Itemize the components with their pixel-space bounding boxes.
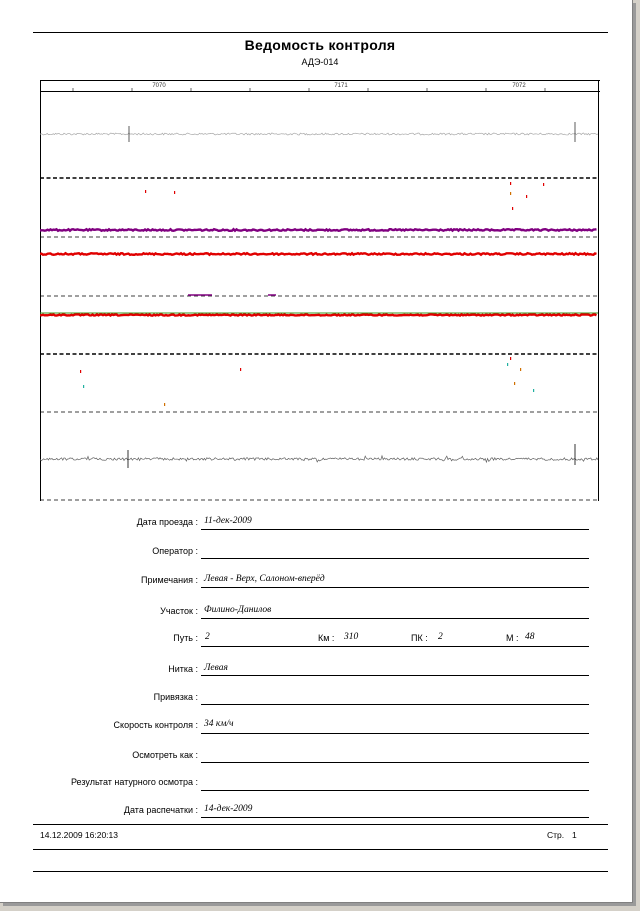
- speed-value: 34 км/ч: [204, 719, 234, 729]
- tick-label: 7070: [152, 83, 166, 89]
- defect-mark: [533, 389, 534, 392]
- operator-line: [201, 558, 589, 559]
- date-label: Дата проезда :: [136, 517, 198, 527]
- binding-line: [201, 704, 589, 705]
- defect-mark: [507, 363, 508, 366]
- section-value: Филино-Данилов: [204, 605, 272, 615]
- m-label: М :: [506, 633, 519, 643]
- defect-mark: [80, 370, 81, 373]
- report-title: Ведомость контроля: [244, 37, 396, 53]
- signal-track-4: [40, 314, 597, 315]
- tick-label: 7171: [334, 83, 348, 89]
- track-value: 2: [205, 632, 210, 642]
- section-label: Участок :: [160, 606, 198, 616]
- defect-mark: [164, 403, 165, 406]
- print-date-label: Дата распечатки :: [123, 805, 198, 815]
- footer-page-number: 1: [572, 830, 577, 840]
- track-line: [201, 646, 589, 647]
- notes-value: Левая - Верх, Салоном-вперёд: [204, 574, 325, 584]
- inspect-label: Осмотреть как :: [132, 750, 198, 760]
- defect-mark: [543, 183, 544, 186]
- binding-label: Привязка :: [153, 692, 198, 702]
- pk-value: 2: [438, 632, 443, 642]
- print-date-value: 14-дек-2009: [204, 804, 253, 814]
- result-line: [201, 790, 589, 791]
- print-date-line: [201, 817, 589, 818]
- defect-mark: [174, 191, 175, 194]
- section-line: [201, 618, 589, 619]
- km-value: 310: [344, 632, 359, 642]
- defect-mark: [520, 368, 521, 371]
- signal-track-3: [40, 253, 597, 255]
- defectogram-svg: [40, 80, 600, 501]
- signal-track-2: [40, 229, 597, 231]
- m-value: 48: [525, 632, 535, 642]
- pk-label: ПК :: [411, 633, 428, 643]
- speed-line: [201, 733, 589, 734]
- km-label: Км :: [318, 633, 335, 643]
- top-rule: [33, 32, 608, 33]
- defectogram-chart: [40, 80, 600, 501]
- report-subtitle: АДЭ-014: [301, 57, 339, 67]
- signal-track-1: [40, 133, 598, 135]
- rail-value: Левая: [204, 663, 228, 673]
- track-label: Путь :: [173, 633, 198, 643]
- notes-line: [201, 587, 589, 588]
- defect-mark: [83, 385, 84, 388]
- rail-line: [201, 675, 589, 676]
- date-value: 11-дек-2009: [204, 516, 252, 526]
- notes-label: Примечания :: [141, 575, 198, 585]
- tick-label: 7072: [512, 83, 526, 89]
- defect-mark: [512, 207, 513, 210]
- speed-label: Скорость контроля :: [113, 720, 198, 730]
- rail-label: Нитка :: [168, 664, 198, 674]
- defect-mark: [510, 182, 511, 185]
- footer-timestamp: 14.12.2009 16:20:13: [40, 830, 118, 840]
- signal-track-5: [40, 456, 598, 462]
- operator-label: Оператор :: [152, 546, 198, 556]
- result-label: Результат натурного осмотра :: [70, 777, 198, 787]
- defect-mark: [514, 382, 515, 385]
- defect-mark: [510, 192, 511, 195]
- footer-top-rule: [33, 824, 608, 825]
- footer-page-label: Стр.: [547, 830, 565, 840]
- defect-mark: [510, 357, 511, 360]
- footer-mid-rule: [33, 849, 608, 850]
- defect-mark: [526, 195, 527, 198]
- footer-bottom-rule: [33, 871, 608, 872]
- date-line: [201, 529, 589, 530]
- defect-mark: [145, 190, 146, 193]
- defect-mark: [240, 368, 241, 371]
- inspect-line: [201, 762, 589, 763]
